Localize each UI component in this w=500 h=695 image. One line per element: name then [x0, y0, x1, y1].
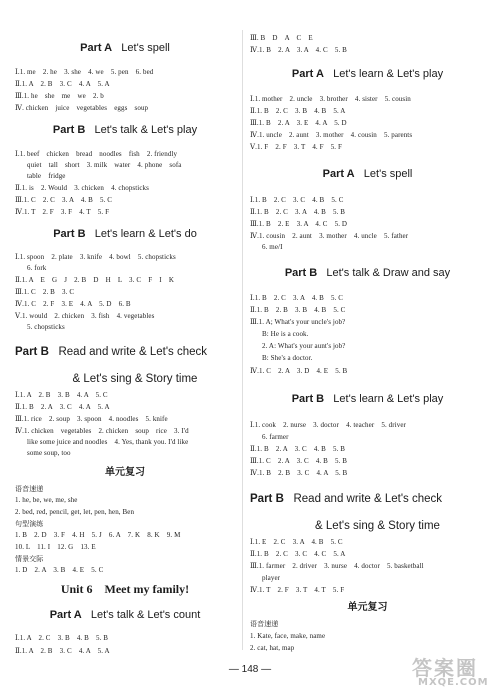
answer-line: Ⅳ.1. chicken vegetables 2. chicken soup rice 3. I'd [15, 427, 189, 435]
answer-line: 2. bed, red, pencil, get, let, pen, hen, Ben [15, 508, 135, 516]
answer-line: Ⅰ.1. B 2. C 3. A 4. B 5. C [250, 294, 344, 302]
column-divider [242, 30, 243, 650]
answer-line: Ⅱ.1. A E G J 2. B D H L 3. C F I K [15, 276, 174, 284]
answer-line: Ⅳ.1. C 2. F 3. E 4. A 5. D 6. B [15, 300, 131, 308]
answer-line: Ⅰ.1. cook 2. nurse 3. doctor 4. teacher 5. driver [250, 421, 406, 429]
answer-line: player [262, 574, 281, 582]
section-heading: Part B Let's learn & Let's play [291, 393, 444, 405]
answer-line: Ⅰ.1. me 2. he 3. she 4. we 5. pen 6. bed [15, 68, 154, 76]
answer-line: Ⅲ.1. C 2. B 3. C [15, 288, 75, 296]
answer-line: Ⅳ.1. uncle 2. aunt 3. mother 4. cousin 5. parents [250, 131, 413, 139]
answer-line: 2. cat, hat, map [250, 644, 295, 652]
unit-title: Unit 6 Meet my family! [60, 582, 190, 596]
answer-line: Ⅲ.1. A; What's your uncle's job? [250, 318, 346, 326]
answer-line: 1. D 2. A 3. B 4. E 5. C [15, 566, 104, 574]
answer-line: Ⅳ.1. T 2. F 3. T 4. T 5. F [250, 586, 345, 594]
section-heading: Part B Let's talk & Let's play [52, 124, 198, 136]
answer-line: B: She's a doctor. [262, 354, 313, 362]
watermark-logo [410, 652, 496, 692]
answer-line: Ⅰ.1. spoon 2. plate 3. knife 4. bowl 5. chopsticks [15, 253, 176, 261]
answer-line: some soup, too [27, 449, 71, 457]
answer-line: 6. fork [27, 264, 47, 272]
answer-line: 6. me/I [262, 243, 283, 251]
section-heading: Part B Read and write & Let's check [15, 346, 208, 358]
subsection-label: 语音速递 [250, 620, 279, 628]
answer-line: Ⅱ.1. B 2. C 3. B 4. B 5. A [250, 107, 346, 115]
watermark-url: MXQE.COM [418, 677, 489, 688]
section-heading: Part B Let's talk & Draw and say [284, 267, 451, 279]
answer-line: Ⅳ.1. T 2. F 3. F 4. T 5. F [15, 208, 110, 216]
subsection-label: 情景交际 [15, 555, 44, 563]
answer-line: Ⅲ.1. he she me we 2. b [15, 92, 104, 100]
answer-line: 1. he, be, we, me, she [15, 496, 78, 504]
section-heading-continued: & Let's sing & Story time [72, 373, 198, 385]
section-heading: Part B Let's learn & Let's do [53, 228, 197, 240]
answer-line: 6. farmer [262, 433, 289, 441]
answer-line: Ⅲ.1. farmer 2. driver 3. nurse 4. doctor 5. basketball [250, 562, 424, 570]
answer-line: Ⅲ.1. B 2. A 3. E 4. A 5. D [250, 119, 347, 127]
answer-line: 5. chopsticks [27, 323, 65, 331]
answer-line: Ⅰ.1. A 2. B 3. B 4. A 5. C [15, 391, 108, 399]
answer-line: Ⅲ.1. B 2. E 3. A 4. C 5. D [250, 220, 348, 228]
answer-line: Ⅲ. B D A C E [250, 34, 313, 42]
page-number: — 148 — [228, 664, 272, 675]
section-heading: Part A Let's spell [322, 168, 413, 180]
section-heading: Part B Read and write & Let's check [250, 493, 443, 505]
answer-line: Ⅰ.1. B 2. C 3. C 4. B 5. C [250, 196, 344, 204]
answer-line: Ⅴ.1. F 2. F 3. T 4. F 5. F [250, 143, 343, 151]
answer-line: B: He is a cook. [262, 330, 309, 338]
watermark-text: 答案圈 [412, 656, 478, 680]
answer-line: 10. L 11. I 12. G 13. E [15, 543, 96, 551]
answer-line: Ⅲ.1. rice 2. soup 3. spoon 4. noodles 5. knife [15, 415, 168, 423]
subsection-label: 句型演练 [15, 520, 44, 528]
answer-line: Ⅳ.1. C 2. A 3. D 4. E 5. B [250, 367, 348, 375]
answer-line: Ⅰ.1. beef chicken bread noodles fish 2. friendly [15, 150, 178, 158]
answer-line: Ⅰ.1. E 2. C 3. A 4. B 5. C [250, 538, 343, 546]
answer-line: Ⅱ.1. B 2. C 3. C 4. C 5. A [250, 550, 346, 558]
answer-line: quiet tall short 3. milk water 4. phone sofa [27, 161, 182, 169]
answer-line: Ⅴ.1. would 2. chicken 3. fish 4. vegetables [15, 312, 155, 320]
answer-line: table fridge [27, 172, 66, 180]
answer-line: 1. B 2. D 3. F 4. H 5. J 6. A 7. K 8. K 9. M [15, 531, 181, 539]
answer-line: Ⅱ.1. A 2. B 3. C 4. A 5. A [15, 80, 110, 88]
answer-line: Ⅱ.1. is 2. Would 3. chicken 4. chopsticks [15, 184, 149, 192]
answer-line: Ⅱ.1. A 2. B 3. C 4. A 5. A [15, 647, 110, 655]
section-heading: Part A Let's spell [80, 42, 170, 54]
answer-line: Ⅳ.1. B 2. B 3. C 4. A 5. B [250, 469, 348, 477]
section-heading: Part A Let's talk & Let's count [49, 609, 201, 621]
section-heading-continued: & Let's sing & Story time [315, 520, 440, 532]
section-heading: Part A Let's learn & Let's play [291, 68, 444, 80]
answer-line: like some juice and noodles 4. Yes, thank you. I'd like [27, 438, 189, 446]
unit-review-title: 单元复习 [105, 467, 145, 478]
answer-line: Ⅲ.1. C 2. A 3. C 4. B 5. B [250, 457, 348, 465]
answer-line: Ⅰ.1. A 2. C 3. B 4. B 5. B [15, 634, 109, 642]
answer-line: 1. Kate, face, make, name [250, 632, 326, 640]
answer-line: Ⅳ. chicken juice vegetables eggs soup [15, 104, 149, 112]
answer-line: Ⅱ.1. B 2. B 3. B 4. B 5. C [250, 306, 346, 314]
answer-line: Ⅳ.1. cousin 2. aunt 3. mother 4. uncle 5. father [250, 232, 409, 240]
answer-line: Ⅱ.1. B 2. C 3. A 4. B 5. B [250, 208, 346, 216]
subsection-label: 语音速递 [15, 485, 44, 493]
answer-line: Ⅲ.1. C 2. C 3. A 4. B 5. C [15, 196, 113, 204]
answer-line: Ⅱ.1. B 2. A 3. C 4. A 5. A [15, 403, 110, 411]
answer-line: Ⅰ.1. mother 2. uncle 3. brother 4. sister 5. cousin [250, 95, 411, 103]
unit-review-title: 单元复习 [347, 602, 388, 613]
answer-line: Ⅳ.1. B 2. A 3. A 4. C 5. B [250, 46, 347, 54]
answer-line: Ⅱ.1. B 2. A 3. C 4. B 5. B [250, 445, 346, 453]
answer-line: 2. A: What's your aunt's job? [262, 342, 346, 350]
